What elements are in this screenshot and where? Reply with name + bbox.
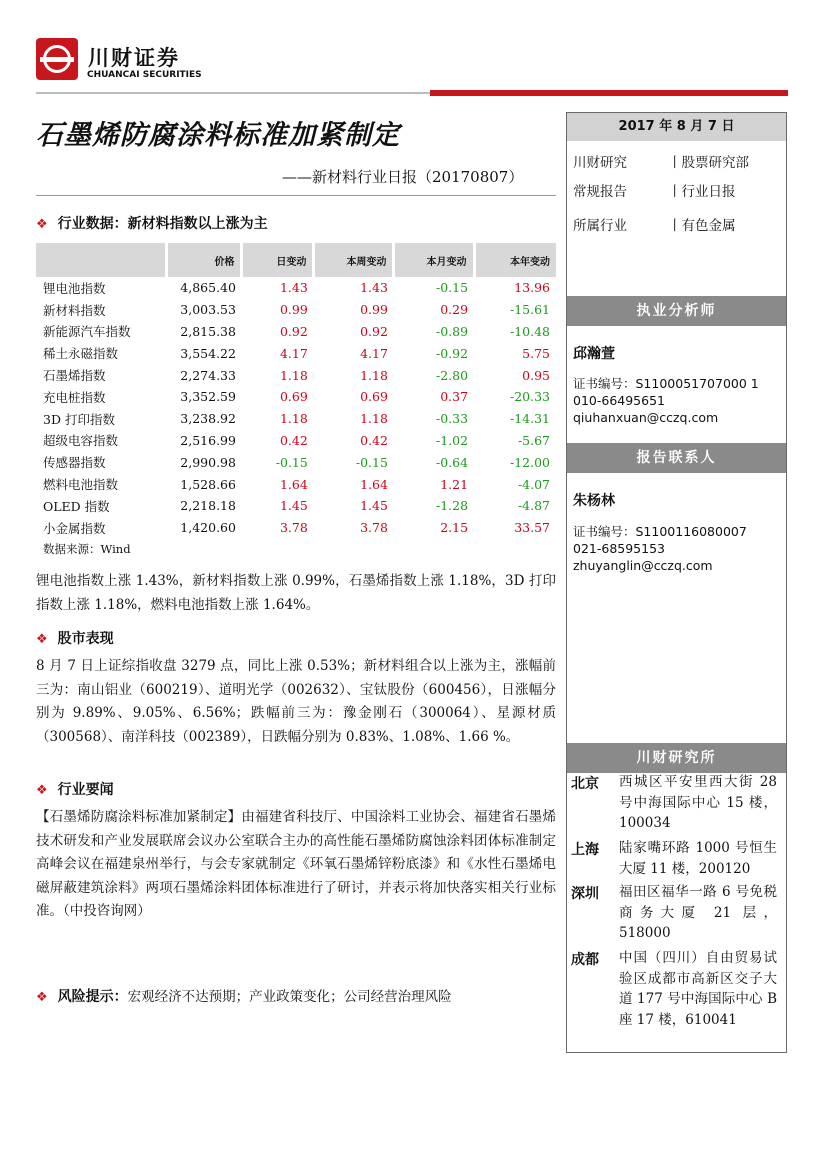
row-week-change: 1.64 [360,476,388,492]
row-year-change: -5.67 [517,432,550,448]
row-day-change: 4.17 [279,345,308,361]
logo-icon [36,38,78,80]
row-name: 3D 打印指数 [43,411,115,427]
row-week-change: 1.45 [360,498,388,514]
diamond-bullet-icon: ❖ [36,632,48,647]
row-price: 3,554.22 [180,345,236,361]
logo-english: CHUANCAI SECURITIES [87,70,202,80]
table-row [36,299,556,321]
header-week: 本周变动 [314,243,394,277]
row-month-change: -1.28 [435,498,469,514]
report-date: 2017 年 8 月 7 日 [567,113,786,141]
row-week-change: 1.18 [360,367,388,383]
row-month-change: 1.21 [440,476,469,492]
row-price: 3,238.92 [180,411,236,427]
contact-phone: 021-68595153 [573,541,665,556]
row-name: 锂电池指数 [43,280,106,296]
header-price: 价格 [166,243,242,277]
risk-body: 宏观经济不达预期；产业政策变化；公司经营治理风险 [127,989,452,1005]
row-price: 2,218.18 [180,498,236,514]
analyst-phone: 010-66495651 [573,393,665,408]
row-month-change: -0.15 [435,280,469,296]
section-heading-industry-data: ❖ 行业数据：新材料指数以上涨为主 [36,216,268,232]
office-city-beijing: 北京 [571,776,599,792]
report-subtitle: ——新材料行业日报（20170807） [282,168,524,186]
row-year-change: -20.33 [509,389,550,405]
row-name: 新材料指数 [43,302,106,318]
contact-name: 朱杨林 [573,493,615,509]
row-day-change: 1.18 [279,411,308,427]
row-year-change: -14.31 [509,411,550,427]
table-row [36,451,556,473]
row-week-change: 4.17 [360,345,388,361]
row-day-change: 0.42 [279,432,308,448]
table-row [36,430,556,452]
diamond-bullet-icon: ❖ [36,783,48,798]
row-month-change: -0.64 [435,454,469,470]
meta-research: 川财研究 丨股票研究部 [573,155,749,171]
institute-section-title: 川财研究所 [567,743,786,773]
row-price: 2,274.33 [180,367,236,383]
row-year-change: -12.00 [509,454,550,470]
row-day-change: 1.45 [279,498,308,514]
row-year-change: 5.75 [522,345,550,361]
row-day-change: 0.69 [279,389,308,405]
row-price: 4,865.40 [180,280,236,296]
table-row [36,386,556,408]
row-month-change: 2.15 [440,520,469,536]
row-month-change: 0.37 [440,389,469,405]
index-table [36,243,556,539]
row-price: 1,420.60 [180,520,236,536]
table-row [36,408,556,430]
row-year-change: 33.57 [514,520,550,536]
row-year-change: 0.95 [522,367,550,383]
row-name: 稀土永磁指数 [43,346,119,362]
risk-line [36,985,452,1006]
row-month-change: -0.33 [435,411,469,427]
row-month-change: -1.02 [435,432,469,448]
report-title: 石墨烯防腐涂料标准加紧制定 [36,120,400,151]
row-month-change: -0.92 [435,345,469,361]
data-source: 数据来源：Wind [43,542,131,556]
contact-cert: 证书编号：S1100116080007 [573,524,747,539]
row-price: 3,003.53 [180,302,236,318]
analyst-section-title: 执业分析师 [567,296,786,326]
row-name: 燃料电池指数 [43,477,119,493]
office-city-chengdu: 成都 [571,952,599,968]
row-name: 石墨烯指数 [43,368,106,384]
row-day-change: 0.92 [279,323,308,339]
table-row [36,321,556,343]
office-address-shanghai: 陆家嘴环路 1000 号恒生大厦 11 楼，200120 [619,840,777,877]
row-name: 新能源汽车指数 [43,324,131,340]
diamond-bullet-icon: ❖ [36,990,48,1005]
meta-industry: 所属行业 丨有色金属 [573,218,736,234]
meta-report-type: 常规报告 丨行业日报 [573,184,736,200]
risk-heading: 风险提示： [57,989,128,1005]
row-name: 小金属指数 [43,520,106,536]
logo-text: 川财证券 [88,46,180,70]
row-name: 传感器指数 [43,455,106,471]
table-row [36,342,556,364]
row-week-change: 0.69 [360,389,388,405]
row-price: 1,528.66 [180,476,236,492]
row-name: 充电桩指数 [43,389,106,405]
analyst-email[interactable]: qiuhanxuan@cczq.com [573,410,719,425]
analyst-cert: 证书编号：S1100051707000 1 [573,376,759,391]
header-accent-bar [430,90,788,96]
news-body: 【石墨烯防腐涂料标准加紧制定】由福建省科技厅、中国涂料工业协会、福建省石墨烯技术研发和产业发展联席会议办公室联合主办的高性能石墨烯防腐蚀涂料团体标准制定高峰会议在福建泉州举行，与会专家就制定《环氧石墨烯锌粉底漆》和《水性石墨烯电磁屏蔽建筑涂料》两项石墨烯涂料团体标准进行了研讨，并表示将加快落实相关行业标准。（中投咨询网） [36,809,556,919]
table-row [36,277,556,299]
row-day-change: 1.18 [279,367,308,383]
row-week-change: 0.42 [360,432,388,448]
section-heading-market: ❖ 股市表现 [36,631,114,647]
contact-section-title: 报告联系人 [567,443,786,473]
row-name: 超级电容指数 [43,433,119,449]
row-year-change: -4.87 [517,498,550,514]
row-week-change: 1.43 [360,280,388,296]
row-day-change: -0.15 [275,454,308,470]
row-week-change: 0.99 [360,302,388,318]
row-price: 2,990.98 [180,454,236,470]
market-body: 8 月 7 日上证综指收盘 3279 点，同比上涨 0.53%；新材料组合以上涨为主，涨幅前三为：南山铝业（600219）、道明光学（002632）、宝钛股份（600456），日涨幅分别为 9.89%、9.05%、6.56%；跌幅前三为：豫金刚石（300064）、星源材质（300568）、南洋科技（002389），日跌幅分别为 0.83%、1.08%、1.66 %。 [36,658,556,745]
office-address-shenzhen: 福田区福华一路 6 号免税商务大厦 21 层，518000 [619,884,777,941]
header-day: 日变动 [242,243,314,277]
industry-summary: 锂电池指数上涨 1.43%，新材料指数上涨 0.99%，石墨烯指数上涨 1.18%，3D 打印指数上涨 1.18%，燃料电池指数上涨 1.64%。 [36,573,556,613]
title-divider [36,195,556,196]
row-price: 2,815.38 [180,323,236,339]
row-price: 2,516.99 [180,432,236,448]
office-address-chengdu: 中国（四川）自由贸易试验区成都市高新区交子大道 177 号中海国际中心 B 座 17 楼，610041 [619,950,777,1028]
header-name [36,243,166,277]
section-heading-news: ❖ 行业要闻 [36,782,114,798]
office-city-shanghai: 上海 [571,842,599,858]
row-day-change: 1.43 [279,280,308,296]
row-year-change: -15.61 [509,302,550,318]
row-week-change: -0.15 [355,454,388,470]
row-price: 3,352.59 [180,389,236,405]
row-month-change: -0.89 [435,323,469,339]
row-week-change: 1.18 [360,411,388,427]
office-address-beijing: 西城区平安里西大街 28 号中海国际中心 15 楼，100034 [619,774,777,831]
row-day-change: 3.78 [279,520,308,536]
row-year-change: -4.07 [517,476,550,492]
row-week-change: 3.78 [360,520,388,536]
row-month-change: 0.29 [440,302,469,318]
contact-email[interactable]: zhuyanglin@cczq.com [573,558,713,573]
table-row [36,473,556,495]
row-day-change: 1.64 [279,476,308,492]
row-week-change: 0.92 [360,323,388,339]
table-row [36,495,556,517]
table-header-row [36,243,556,277]
table-row [36,364,556,386]
table-row [36,517,556,539]
row-name: OLED 指数 [43,498,110,514]
row-day-change: 0.99 [279,302,308,318]
row-year-change: 13.96 [514,280,550,296]
header-month: 本月变动 [394,243,474,277]
row-month-change: -2.80 [435,367,469,383]
analyst-name: 邱瀚萱 [573,346,615,362]
office-city-shenzhen: 深圳 [571,886,599,902]
header-year: 本年变动 [474,243,556,277]
row-year-change: -10.48 [509,323,550,339]
diamond-bullet-icon: ❖ [36,217,48,232]
